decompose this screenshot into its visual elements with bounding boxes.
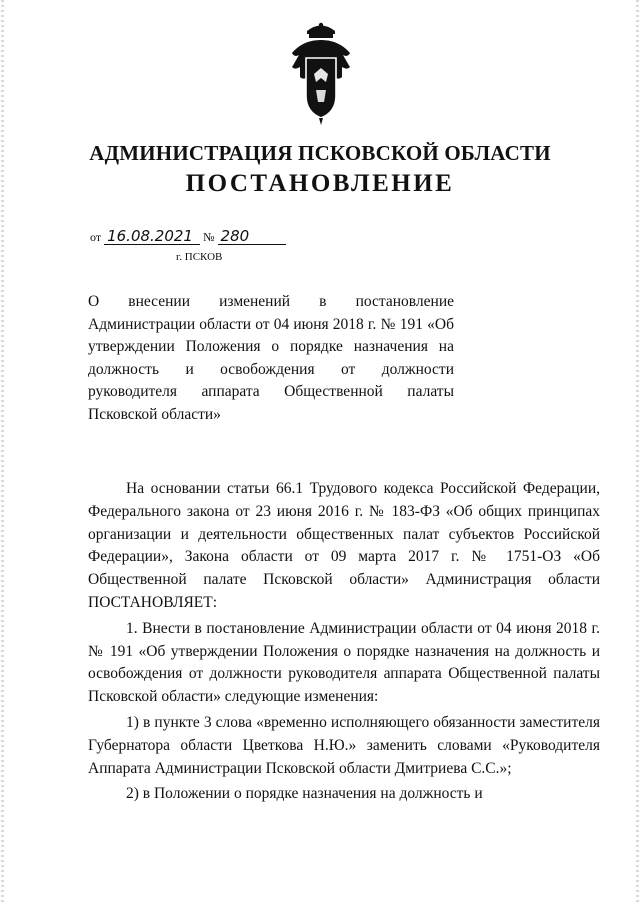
number-prefix: №	[203, 230, 215, 244]
organization-title: АДМИНИСТРАЦИЯ ПСКОВСКОЙ ОБЛАСТИ	[89, 141, 551, 165]
scan-edge-right	[636, 0, 639, 905]
subitem-1-paragraph: 1) в пункте 3 слова «временно исполняющего обязанности заместителя Губернатора области Цветкова Н.Ю.» заменить словами «Руководителя Аппарата Администрации Псковской области Дмитриева С.С.»;	[88, 713, 600, 777]
document-subject	[88, 291, 454, 426]
date-value: 16.08.2021	[104, 228, 200, 245]
date-number-line	[90, 228, 286, 245]
subject-text: О внесении изменений в постановление Администрации области от 04 июня 2018 г. № 191 «Об утверждении Положения о порядке назначения на должность и освобождения от должности руководителя аппарата Общественной палаты Псковской области»	[88, 293, 454, 423]
preamble-paragraph: На основании статьи 66.1 Трудового кодекса Российской Федерации, Федерального закона от 23 июня 2016 г. № 183-ФЗ «Об общих принципах организации и деятельности общественных палат субъектов Российской Федерации», Закона области от 09 марта 2017 г. № 1751-ОЗ «Об Общественной палате Псковской области» Администрация области ПОСТАНОВЛЯЕТ:	[88, 480, 600, 611]
city-label: г. ПСКОВ	[176, 251, 223, 263]
document-body	[88, 478, 600, 809]
number-value: 280	[218, 228, 286, 245]
document-type-title: ПОСТАНОВЛЕНИЕ	[185, 170, 455, 197]
date-prefix: от	[90, 230, 102, 244]
pskov-coat-of-arms-icon	[290, 22, 352, 126]
subitem-2-paragraph: 2) в Положении о порядке назначения на должность и	[126, 785, 483, 803]
item-1-paragraph: 1. Внести в постановление Администрации области от 04 июня 2018 г. № 191 «Об утверждении Положения о порядке назначения на должность и освобождения от должности руководителя аппарата Общественной палаты Псковской области» следующие изменения:	[88, 619, 600, 706]
scan-edge-left	[1, 0, 4, 905]
